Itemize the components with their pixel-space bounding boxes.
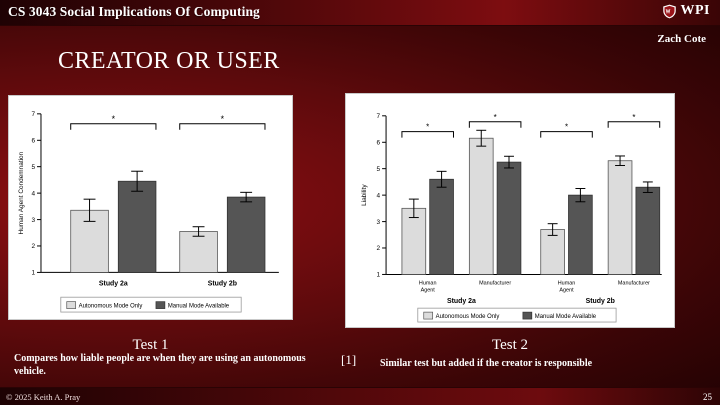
- svg-text:*: *: [493, 112, 497, 122]
- svg-text:Study 2b: Study 2b: [585, 298, 615, 306]
- svg-text:4: 4: [376, 192, 381, 200]
- svg-text:Study 2a: Study 2a: [98, 280, 128, 288]
- svg-text:Human: Human: [418, 280, 437, 287]
- svg-text:Human: Human: [557, 280, 576, 287]
- svg-text:*: *: [564, 122, 569, 132]
- svg-text:*: *: [111, 113, 116, 124]
- page-number: 25: [703, 392, 712, 402]
- svg-text:7: 7: [31, 111, 36, 119]
- svg-text:Manual Mode Available: Manual Mode Available: [534, 314, 597, 321]
- svg-text:Study 2a: Study 2a: [446, 298, 476, 306]
- svg-text:*: *: [220, 113, 225, 124]
- svg-text:Liability: Liability: [361, 184, 369, 206]
- svg-text:Agent: Agent: [559, 287, 574, 294]
- svg-text:Agent: Agent: [420, 287, 435, 294]
- wpi-logo-text: WPI: [680, 3, 710, 18]
- page-title: CREATOR OR USER: [58, 48, 280, 74]
- figure-2: [345, 93, 675, 328]
- reference-marker: [1]: [341, 352, 357, 367]
- svg-text:1: 1: [376, 271, 381, 279]
- svg-text:6: 6: [376, 139, 381, 147]
- svg-text:*: *: [632, 112, 636, 122]
- svg-text:5: 5: [376, 165, 381, 173]
- copyright-text: © 2025 Keith A. Pray: [6, 392, 81, 402]
- figure-1: [8, 95, 293, 320]
- svg-text:2: 2: [376, 245, 381, 253]
- svg-text:1: 1: [31, 269, 36, 277]
- svg-text:7: 7: [376, 113, 381, 121]
- svg-text:Manual Mode Available: Manual Mode Available: [167, 303, 230, 310]
- svg-text:5: 5: [31, 163, 36, 171]
- svg-text:4: 4: [31, 190, 36, 198]
- svg-text:Study 2b: Study 2b: [207, 280, 237, 288]
- author-name: Zach Cote: [657, 33, 706, 45]
- wpi-logo: [662, 3, 711, 19]
- wpi-shield-icon: [662, 4, 677, 19]
- svg-text:Manufacturer: Manufacturer: [479, 280, 512, 287]
- svg-text:2: 2: [31, 243, 36, 251]
- svg-text:*: *: [426, 122, 430, 132]
- svg-text:3: 3: [376, 218, 381, 226]
- svg-text:Human Agent Condemnation: Human Agent Condemnation: [18, 151, 26, 235]
- svg-text:Autonomous Mode Only: Autonomous Mode Only: [435, 314, 500, 321]
- test2-body: Similar test but added if the creator is responsible: [380, 358, 593, 369]
- test1-body: Compares how liable people are when they are using an autonomous vehicle.: [14, 353, 306, 377]
- test2-title: Test 2: [491, 337, 529, 353]
- test1-title: Test 1: [132, 337, 169, 353]
- svg-text:6: 6: [31, 137, 36, 145]
- footer-bar: [0, 387, 720, 405]
- course-title: CS 3043 Social Implications Of Computing: [8, 4, 260, 19]
- svg-text:3: 3: [31, 216, 36, 224]
- svg-text:Manufacturer: Manufacturer: [617, 280, 650, 287]
- svg-text:Autonomous Mode Only: Autonomous Mode Only: [78, 303, 143, 310]
